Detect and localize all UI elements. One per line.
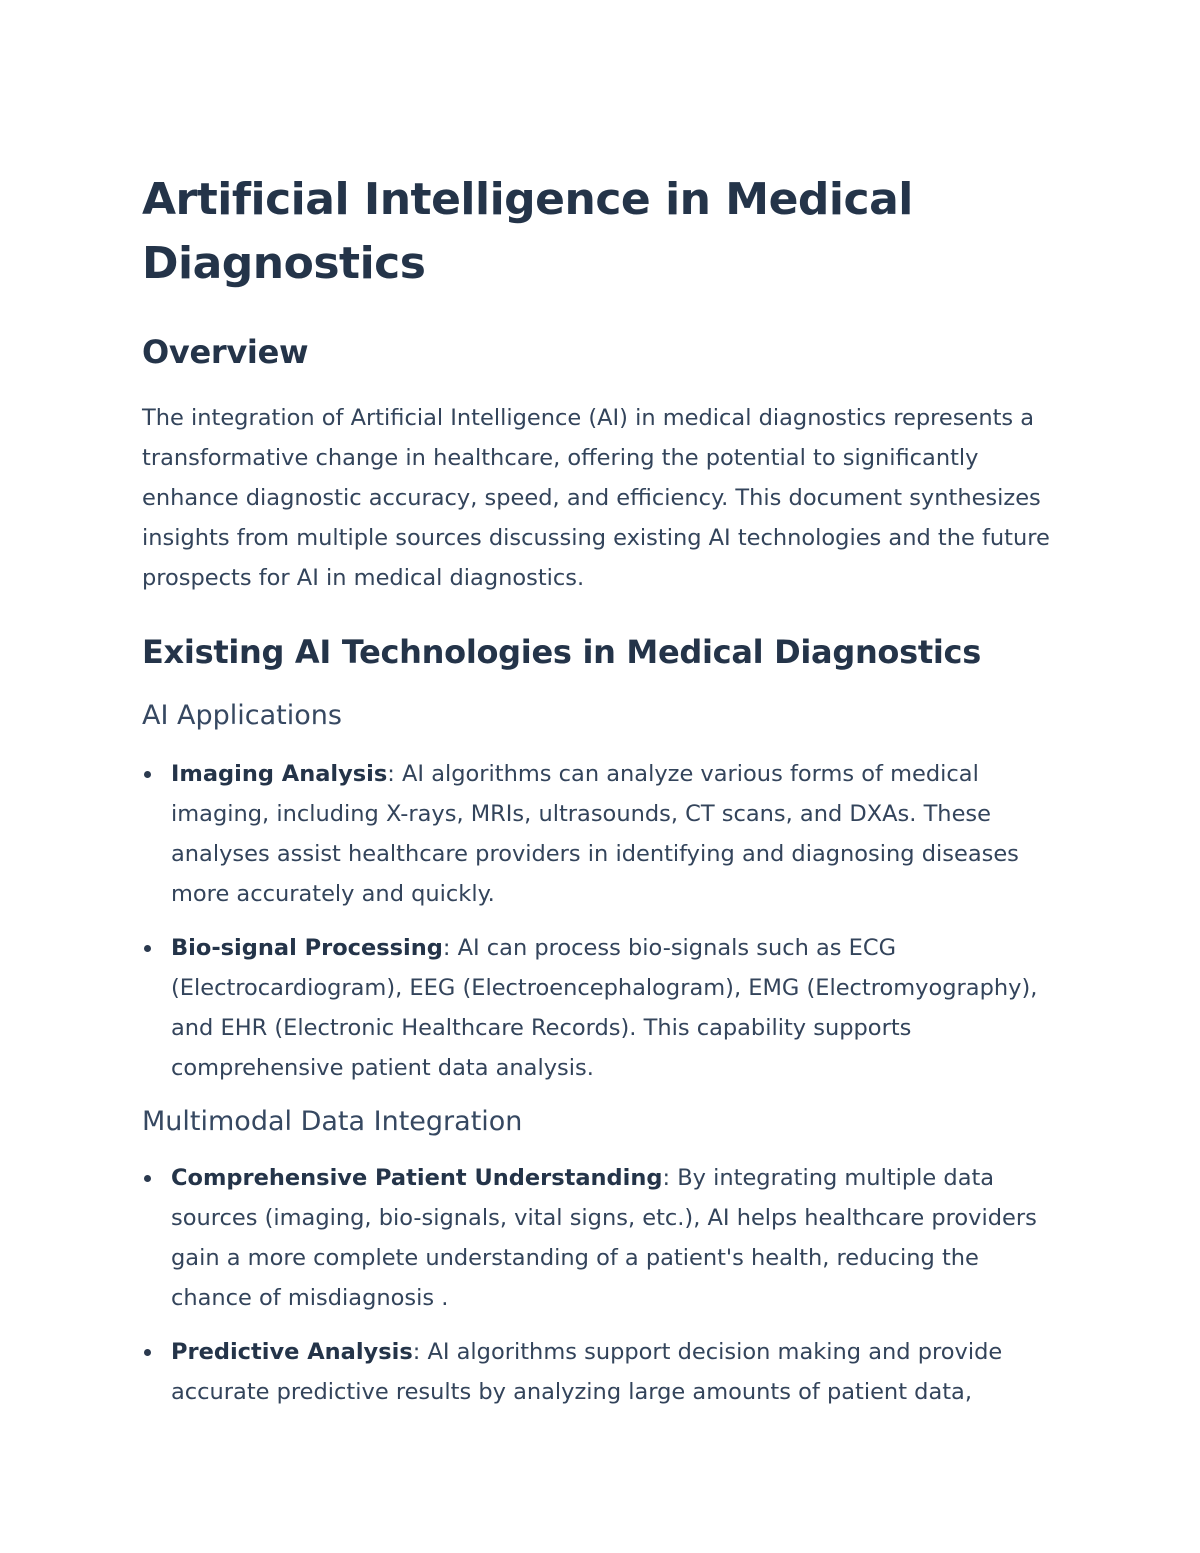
- list-item-text: : By integrating multiple data sources (imaging, bio-signals, vital signs, etc.), AI helps healthcare providers gain a more complete understanding of a patient's health, reducing the chance of misdiagnosis .: [171, 1165, 1037, 1311]
- document-page: [142, 168, 1062, 1426]
- list-item: [142, 754, 1062, 914]
- list-item-text: : AI can process bio-signals such as ECG (Electrocardiogram), EEG (Electroencephalogram), EMG (Electromyography), and EHR (Electronic Healthcare Records). This capability supports comprehensive patient data analysis.: [171, 935, 1038, 1081]
- multimodal-list: [142, 1158, 1062, 1412]
- multimodal-heading: Multimodal Data Integration: [142, 1106, 523, 1137]
- overview-heading: Overview: [142, 333, 309, 371]
- list-item: [142, 928, 1062, 1088]
- overview-paragraph: The integration of Artificial Intelligence (AI) in medical diagnostics represents a transformative change in healthcare, offering the potential to significantly enhance diagnostic accuracy, speed, and efficiency. This document synthesizes insights from multiple sources discussing existing AI technologies and the future prospects for AI in medical diagnostics.: [142, 405, 1050, 591]
- bullet-icon: [144, 771, 151, 778]
- list-item-text: : AI algorithms can analyze various forms of medical imaging, including X-rays, MRIs, ultrasounds, CT scans, and DXAs. These analyses assist healthcare providers in identifying and diagnosing diseases more accurately and quickly.: [171, 761, 1019, 907]
- ai-applications-heading: AI Applications: [142, 700, 342, 731]
- bullet-icon: [144, 1175, 151, 1182]
- existing-technologies-heading: Existing AI Technologies in Medical Diagnostics: [142, 633, 981, 671]
- list-item-term: Predictive Analysis: [171, 1339, 413, 1365]
- list-item: [142, 1158, 1062, 1318]
- bullet-icon: [144, 1349, 151, 1356]
- list-item-term: Bio-signal Processing: [171, 935, 443, 961]
- document-title: Artificial Intelligence in Medical Diagnostics: [142, 174, 913, 289]
- bullet-icon: [144, 945, 151, 952]
- list-item-text: : AI algorithms support decision making and provide accurate predictive results by analyzing large amounts of patient data,: [171, 1339, 1003, 1405]
- ai-applications-list: [142, 754, 1062, 1088]
- list-item: [142, 1332, 1062, 1412]
- list-item-term: Imaging Analysis: [171, 761, 388, 787]
- list-item-term: Comprehensive Patient Understanding: [171, 1165, 663, 1191]
